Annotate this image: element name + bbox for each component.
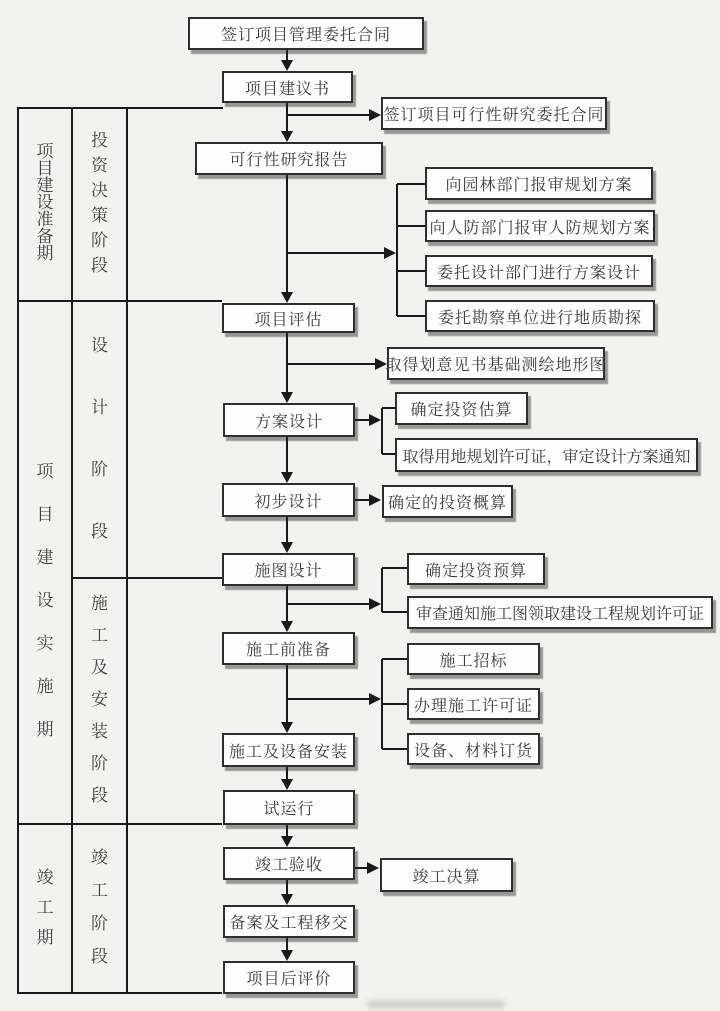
flow-box-trial-run: 试运行 — [223, 790, 355, 825]
stage-cell-completion: 竣 工 阶 段 — [91, 848, 108, 967]
flow-box-filing-handover: 备案及工程移交 — [223, 905, 355, 938]
side-box-garden-dept-plan-review: 向园林部门报审规划方案 — [425, 167, 653, 200]
flow-box-pre-construction-prep: 施工前准备 — [222, 632, 355, 665]
side-box-handle-construction-permit: 办理施工许可证 — [407, 688, 540, 720]
flow-box-preliminary-design: 初步设计 — [222, 483, 355, 517]
period-cell-implementation: 项 目 建 设 实 施 期 — [36, 462, 54, 740]
side-box-entrust-design-dept: 委托设计部门进行方案设计 — [425, 255, 653, 287]
side-box-completion-settlement: 竣工决算 — [380, 858, 513, 892]
period-cell-preparation: 项 目 建 设 准 备 期 — [36, 142, 54, 264]
stage-cell-investment-decision: 投 资 决 策 阶 段 — [91, 130, 108, 276]
stage-cell-construction-install: 施 工 及 安 装 阶 段 — [91, 594, 108, 806]
side-box-review-notice-construction-permit: 审查通知施工图领取建设工程规划许可证 — [407, 596, 713, 629]
flow-box-sign-management-contract: 签订项目管理委托合同 — [188, 17, 424, 50]
side-box-determine-investment-pre-budget: 确定投资预算 — [407, 553, 545, 585]
side-box-determine-investment-estimate: 确定投资估算 — [395, 392, 528, 425]
side-box-entrust-survey-unit: 委托勘察单位进行地质勘探 — [425, 300, 655, 332]
side-box-sign-feasibility-contract: 签订项目可行性研究委托合同 — [381, 97, 607, 130]
side-box-construction-bidding: 施工招标 — [407, 643, 540, 675]
flow-box-construction-equipment-install: 施工及设备安装 — [222, 733, 355, 767]
flow-box-post-project-evaluation: 项目后评价 — [223, 961, 355, 994]
flow-box-completion-acceptance: 竣工验收 — [223, 847, 355, 880]
flow-box-construction-drawing-design: 施图设计 — [222, 553, 355, 586]
side-box-equipment-material-ordering: 设备、材料订货 — [407, 733, 540, 765]
stage-cell-design: 设 计 阶 段 — [91, 335, 108, 542]
side-box-obtain-land-planning-permit: 取得用地规划许可证，审定设计方案通知 — [395, 438, 698, 472]
flow-box-scheme-design: 方案设计 — [223, 403, 355, 437]
side-box-obtain-opinion-survey-map: 取得划意见书基础测绘地形图 — [387, 347, 605, 380]
period-cell-completion: 竣 工 期 — [36, 867, 54, 948]
side-box-civil-defense-plan-review: 向人防部门报审人防规划方案 — [425, 210, 655, 242]
flow-box-feasibility-report: 可行性研究报告 — [195, 142, 383, 175]
flow-box-project-evaluation: 项目评估 — [222, 303, 355, 333]
side-box-determined-investment-budget: 确定的投资概算 — [382, 485, 513, 518]
flow-box-project-proposal: 项目建议书 — [222, 71, 353, 103]
